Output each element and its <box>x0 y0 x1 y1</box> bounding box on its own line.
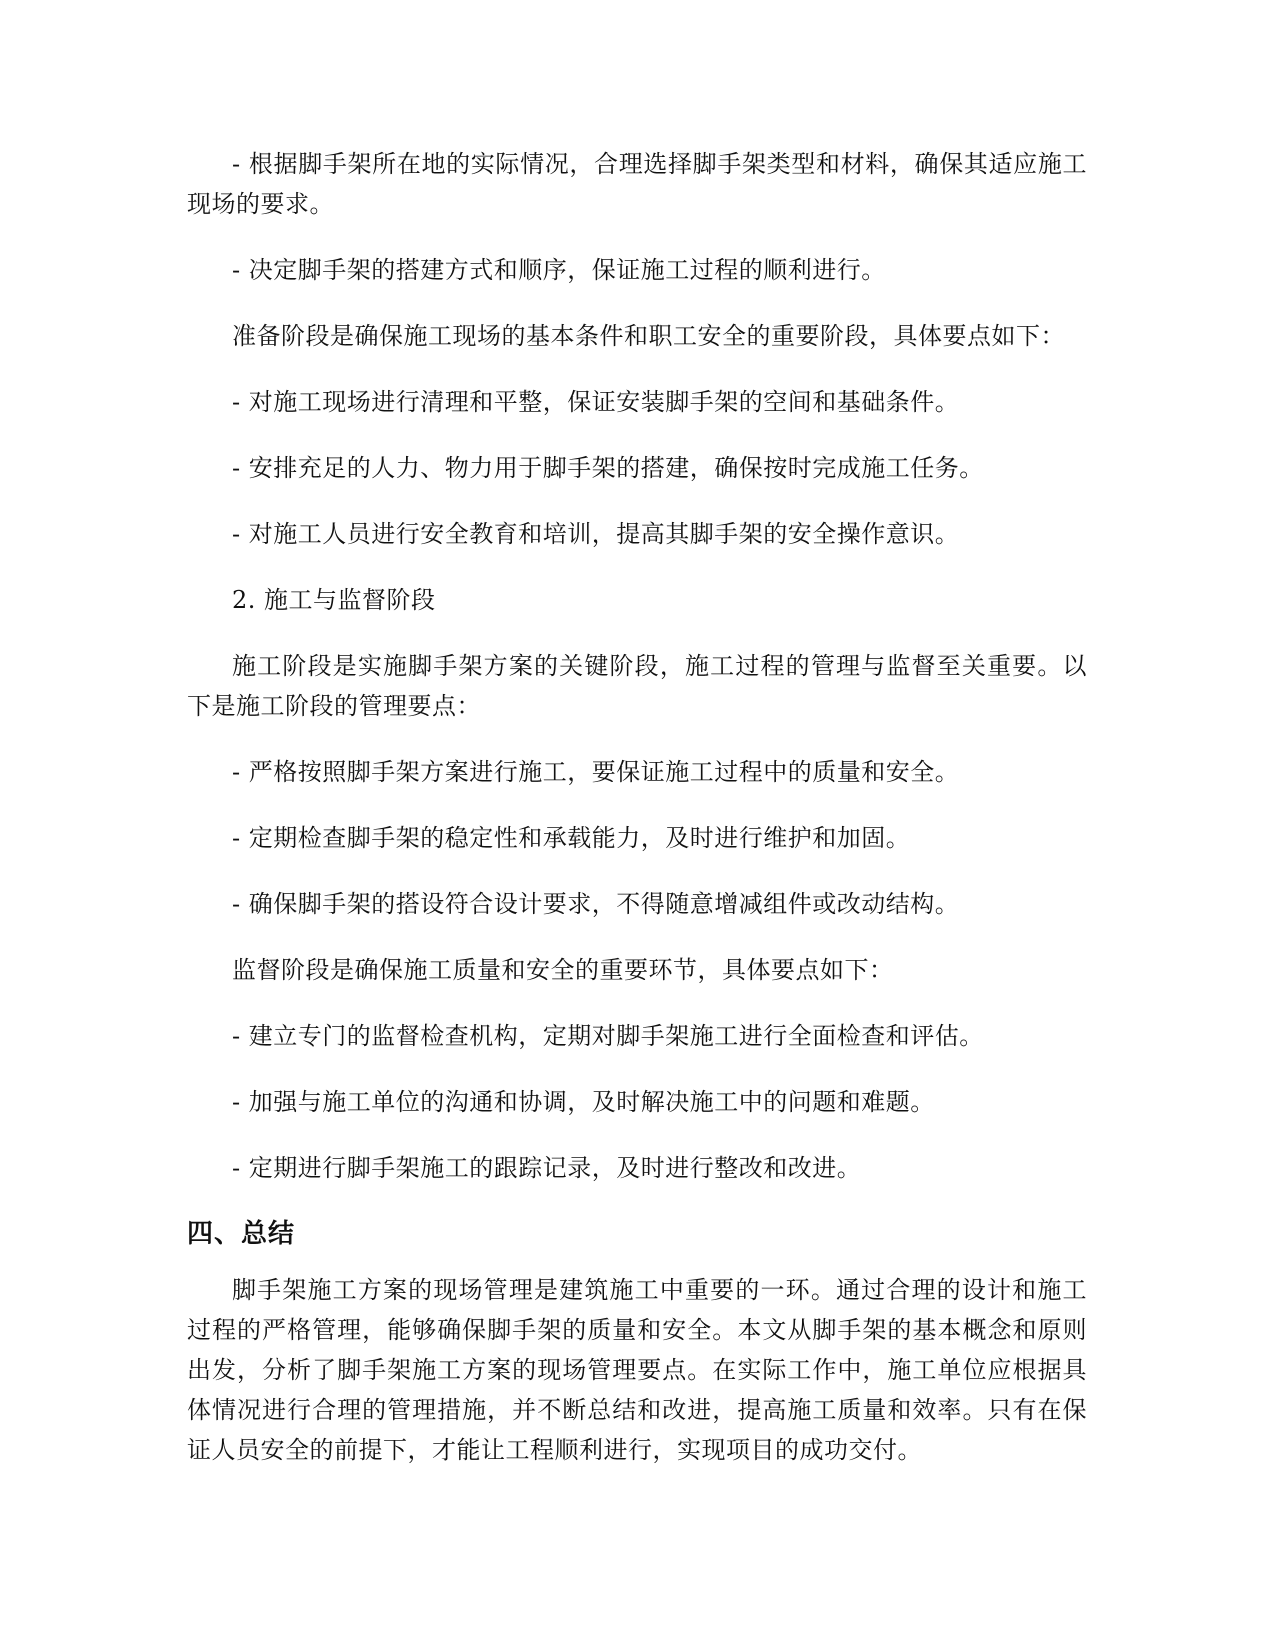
paragraph-summary: 脚手架施工方案的现场管理是建筑施工中重要的一环。通过合理的设计和施工过程的严格管理，能够确保脚手架的质量和安全。本文从脚手架的基本概念和原则出发，分析了脚手架施工方案的现场管理要点。在实际工作中，施工单位应根据具体情况进行合理的管理措施，并不断总结和改进，提高施工质量和效率。只有在保证人员安全的前提下，才能让工程顺利进行，实现项目的成功交付。 <box>187 1276 1087 1464</box>
paragraph-site-clearing: - 对施工现场进行清理和平整，保证安装脚手架的空间和基础条件。 <box>232 388 960 416</box>
section-heading-summary: 四、总结 <box>187 1219 296 1249</box>
paragraph-tracking-records: - 定期进行脚手架施工的跟踪记录，及时进行整改和改进。 <box>232 1154 862 1182</box>
paragraph-manpower: - 安排充足的人力、物力用于脚手架的搭建，确保按时完成施工任务。 <box>232 454 984 482</box>
paragraph-erection-method: - 决定脚手架的搭建方式和顺序，保证施工过程的顺利进行。 <box>232 256 886 284</box>
paragraph-preparation-intro: 准备阶段是确保施工现场的基本条件和职工安全的重要阶段，具体要点如下： <box>232 322 1065 350</box>
paragraph-regular-inspection: - 定期检查脚手架的稳定性和承载能力，及时进行维护和加固。 <box>232 824 911 852</box>
paragraph-design-compliance: - 确保脚手架的搭设符合设计要求，不得随意增减组件或改动结构。 <box>232 890 960 918</box>
paragraph-supervision-body: - 建立专门的监督检查机构，定期对脚手架施工进行全面检查和评估。 <box>232 1022 984 1050</box>
paragraph-scaffold-selection: - 根据脚手架所在地的实际情况，合理选择脚手架类型和材料，确保其适应施工现场的要求。 <box>187 150 1087 218</box>
paragraph-communication: - 加强与施工单位的沟通和协调，及时解决施工中的问题和难题。 <box>232 1088 935 1116</box>
paragraph-supervision-intro: 监督阶段是确保施工质量和安全的重要环节，具体要点如下： <box>232 956 894 984</box>
page-content <box>187 144 1087 1496</box>
subheading-construction-supervision: 2. 施工与监督阶段 <box>232 586 436 614</box>
paragraph-follow-plan: - 严格按照脚手架方案进行施工，要保证施工过程中的质量和安全。 <box>232 758 960 786</box>
paragraph-construction-intro: 施工阶段是实施脚手架方案的关键阶段，施工过程的管理与监督至关重要。以下是施工阶段的管理要点： <box>187 652 1087 720</box>
paragraph-safety-training: - 对施工人员进行安全教育和培训，提高其脚手架的安全操作意识。 <box>232 520 960 548</box>
